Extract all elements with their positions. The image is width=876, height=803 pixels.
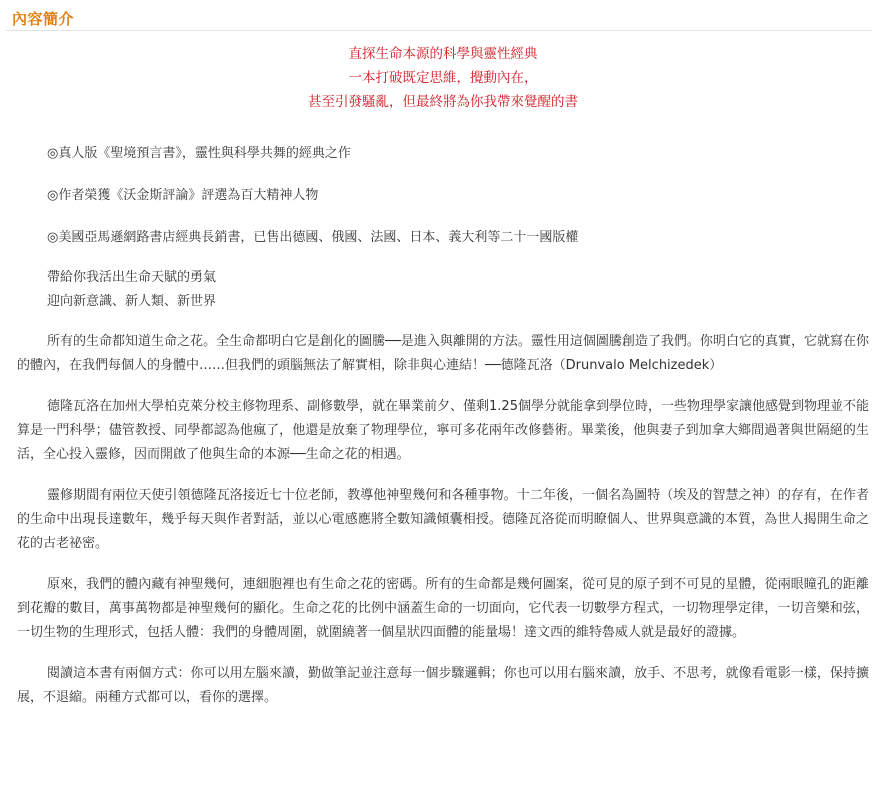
section-title: 內容簡介 [12, 10, 75, 28]
bullet-point: ◎作者榮獲《沃金斯評論》評選為百大精神人物 [47, 188, 319, 203]
paragraph: 德隆瓦洛在加州大學柏克萊分校主修物理系、副修數學，就在畢業前夕、僅剩1.25個學分就能拿到學位時，一些物理學家讓他感覺到物理並不能算是一門科學；儘管教授、同學都認為他瘋了，他還是放棄了物理學位，寧可多花兩年改修藝術。畢業後，他與妻子到加拿大鄉間過著與世隔絕的生活，全心投入靈修，因而開啟了他與生命的本源──生命之花的相遇。 [17, 399, 869, 462]
bullet-point: ◎真人版《聖境預言書》，靈性與科學共舞的經典之作 [47, 146, 351, 161]
paragraph: 原來，我們的體內藏有神聖幾何，連細胞裡也有生命之花的密碼。所有的生命都是幾何圖案，從可見的原子到不可見的星體，從兩眼瞳孔的距離到花瓣的數目，萬事萬物都是神聖幾何的顯化。生命之花的比例中涵蓋生命的一切面向，它代表一切數學方程式，一切物理學定律，一切音樂和弦，一切生物的生理形式，包括人體：我們的身體周圍，就圍繞著一個星狀四面體的能量場！達文西的維特魯威人就是最好的證據。 [17, 577, 869, 640]
paragraph: 靈修期間有兩位天使引領德隆瓦洛接近七十位老師，教導他神聖幾何和各種事物。十二年後，一個名為圖特（埃及的智慧之神）的存有，在作者的生命中出現長達數年，幾乎每天與作者對話，並以心電感應將全數知識傾囊相授。德隆瓦洛從而明瞭個人、世界與意識的本質，為世人揭開生命之花的古老祕密。 [17, 488, 869, 551]
intro-line: 甚至引發騷亂，但最終將為你我帶來覺醒的書 [308, 94, 578, 110]
section-header [6, 4, 872, 31]
tagline [17, 266, 869, 314]
tagline-line: 帶給你我活出生命天賦的勇氣 [47, 270, 217, 285]
description-content [17, 38, 869, 710]
intro-line: 直探生命本源的科學與靈性經典 [348, 46, 538, 62]
intro-highlight [17, 42, 869, 114]
intro-line: 一本打破既定思維，攪動內在， [348, 70, 538, 86]
paragraph: 閱讀這本書有兩個方式：你可以用左腦來讀，勤做筆記並注意每一個步驟邏輯；你也可以用右腦來讀，放手、不思考，就像看電影一樣，保持擴展，不退縮。兩種方式都可以，看你的選擇。 [17, 666, 869, 705]
paragraph: 所有的生命都知道生命之花。全生命都明白它是創化的圖騰──是進入與離開的方法。靈性用這個圖騰創造了我們。你明白它的真實，它就寫在你的體內，在我們每個人的身體中……但我們的頭腦無法了解實相，除非與心連結！──德隆瓦洛（Drunvalo Melchizedek） [17, 334, 869, 373]
tagline-line: 迎向新意識、新人類、新世界 [47, 294, 217, 309]
bullet-point: ◎美國亞馬遜網路書店經典長銷書，已售出德國、俄國、法國、日本、義大利等二十一國版權 [47, 230, 579, 245]
